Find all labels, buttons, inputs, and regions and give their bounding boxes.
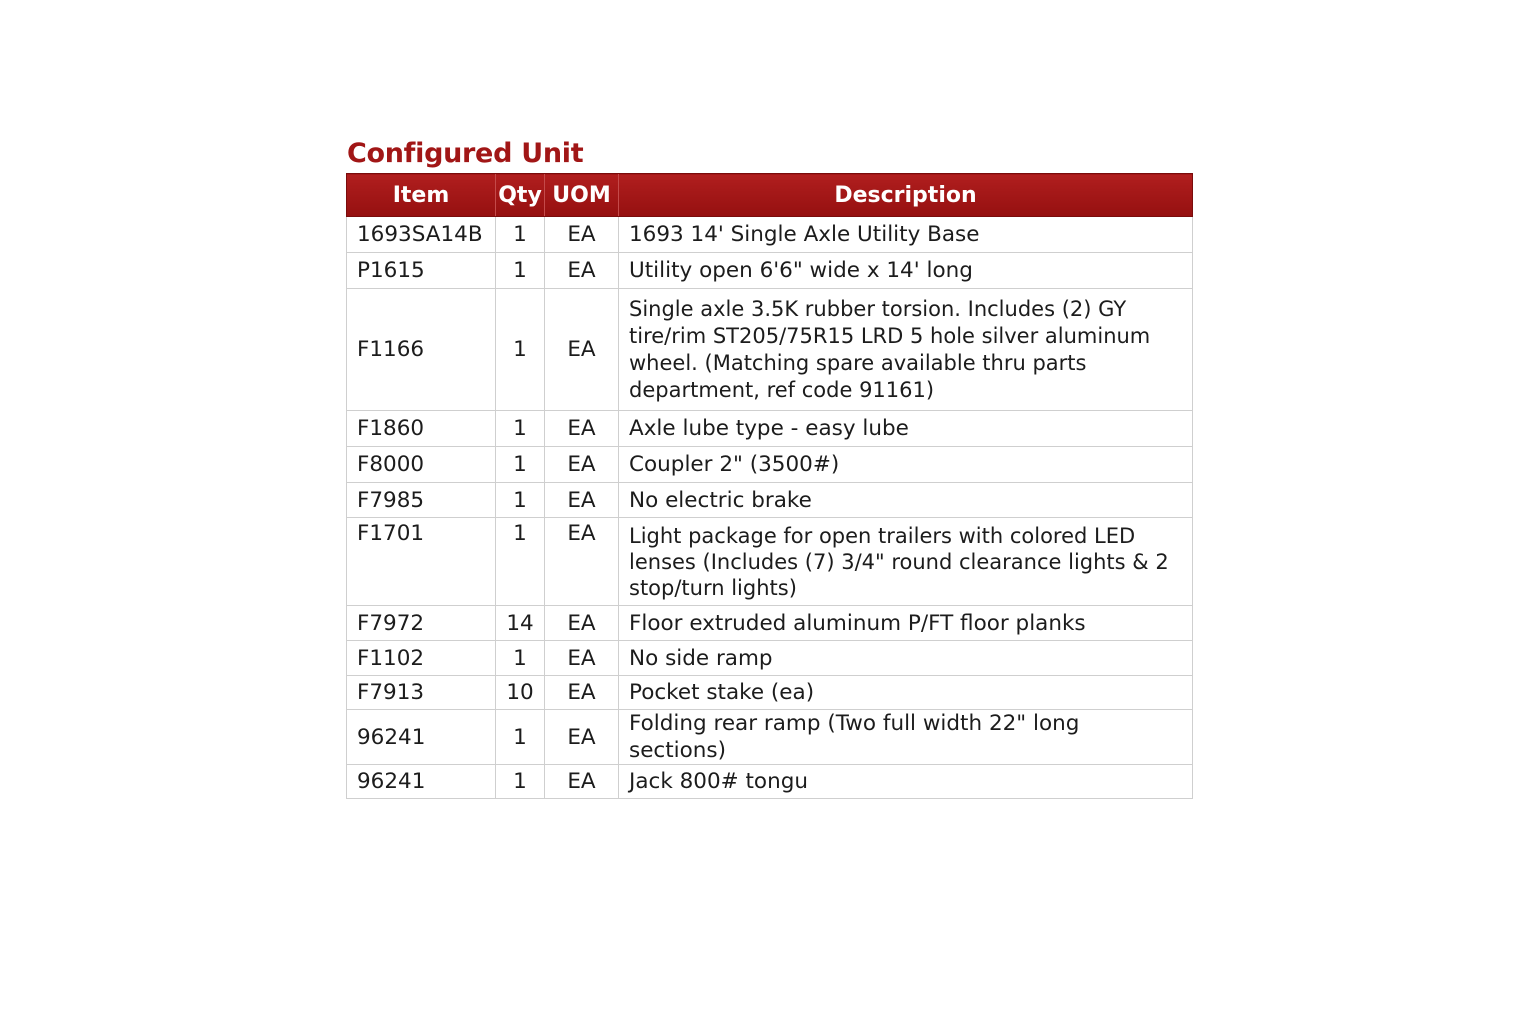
table-row — [347, 641, 1193, 676]
table-row — [347, 411, 1193, 447]
qty-cell: 1 — [496, 483, 545, 518]
item-cell: F1860 — [347, 411, 496, 447]
uom-cell: EA — [545, 710, 619, 765]
uom-cell: EA — [545, 765, 619, 799]
item-cell: 96241 — [347, 710, 496, 765]
uom-cell: EA — [545, 447, 619, 483]
table-row — [347, 483, 1193, 518]
description-cell: No electric brake — [619, 483, 1193, 518]
description-cell: 1693 14' Single Axle Utility Base — [619, 217, 1193, 253]
table-header-row — [347, 174, 1193, 217]
description-cell: Coupler 2" (3500#) — [619, 447, 1193, 483]
item-cell: F7985 — [347, 483, 496, 518]
qty-cell: 1 — [496, 289, 545, 411]
qty-cell: 1 — [496, 765, 545, 799]
table-row — [347, 676, 1193, 710]
item-cell: F1102 — [347, 641, 496, 676]
description-cell: Utility open 6'6" wide x 14' long — [619, 253, 1193, 289]
description-cell: Jack 800# tongu — [619, 765, 1193, 799]
uom-cell: EA — [545, 483, 619, 518]
table-row — [347, 217, 1193, 253]
qty-cell: 1 — [496, 518, 545, 606]
table-row — [347, 289, 1193, 411]
description-cell: Folding rear ramp (Two full width 22" long sections) — [619, 710, 1193, 765]
configured-unit-table — [346, 173, 1193, 799]
column-header-qty: Qty — [496, 174, 545, 217]
item-cell: 96241 — [347, 765, 496, 799]
uom-cell: EA — [545, 606, 619, 641]
qty-cell: 1 — [496, 253, 545, 289]
item-cell: F7972 — [347, 606, 496, 641]
item-cell: P1615 — [347, 253, 496, 289]
section-title: Configured Unit — [347, 138, 584, 169]
table-row — [347, 710, 1193, 765]
uom-cell: EA — [545, 289, 619, 411]
qty-cell: 1 — [496, 217, 545, 253]
description-cell: Single axle 3.5K rubber torsion. Includes (2) GY tire/rim ST205/75R15 LRD 5 hole silver aluminum wheel. (Matching spare available thru parts department, ref code 91161) — [619, 289, 1193, 411]
uom-cell: EA — [545, 217, 619, 253]
uom-cell: EA — [545, 253, 619, 289]
table-row — [347, 765, 1193, 799]
item-cell: 1693SA14B — [347, 217, 496, 253]
table-row — [347, 447, 1193, 483]
column-header-description: Description — [619, 174, 1193, 217]
qty-cell: 1 — [496, 447, 545, 483]
table-row — [347, 253, 1193, 289]
item-cell: F1701 — [347, 518, 496, 606]
configured-unit-section — [346, 137, 1192, 799]
uom-cell: EA — [545, 411, 619, 447]
item-cell: F8000 — [347, 447, 496, 483]
uom-cell: EA — [545, 641, 619, 676]
column-header-item: Item — [347, 174, 496, 217]
table-row — [347, 606, 1193, 641]
qty-cell: 1 — [496, 710, 545, 765]
item-cell: F7913 — [347, 676, 496, 710]
item-cell: F1166 — [347, 289, 496, 411]
table-row — [347, 518, 1193, 606]
description-cell: Pocket stake (ea) — [619, 676, 1193, 710]
uom-cell: EA — [545, 676, 619, 710]
description-cell: No side ramp — [619, 641, 1193, 676]
description-cell: Floor extruded aluminum P/FT floor planks — [619, 606, 1193, 641]
qty-cell: 14 — [496, 606, 545, 641]
qty-cell: 1 — [496, 411, 545, 447]
uom-cell: EA — [545, 518, 619, 606]
qty-cell: 1 — [496, 641, 545, 676]
description-cell: Light package for open trailers with colored LED lenses (Includes (7) 3/4" round clearance lights & 2 stop/turn lights) — [619, 518, 1193, 606]
description-cell: Axle lube type - easy lube — [619, 411, 1193, 447]
column-header-uom: UOM — [545, 174, 619, 217]
qty-cell: 10 — [496, 676, 545, 710]
